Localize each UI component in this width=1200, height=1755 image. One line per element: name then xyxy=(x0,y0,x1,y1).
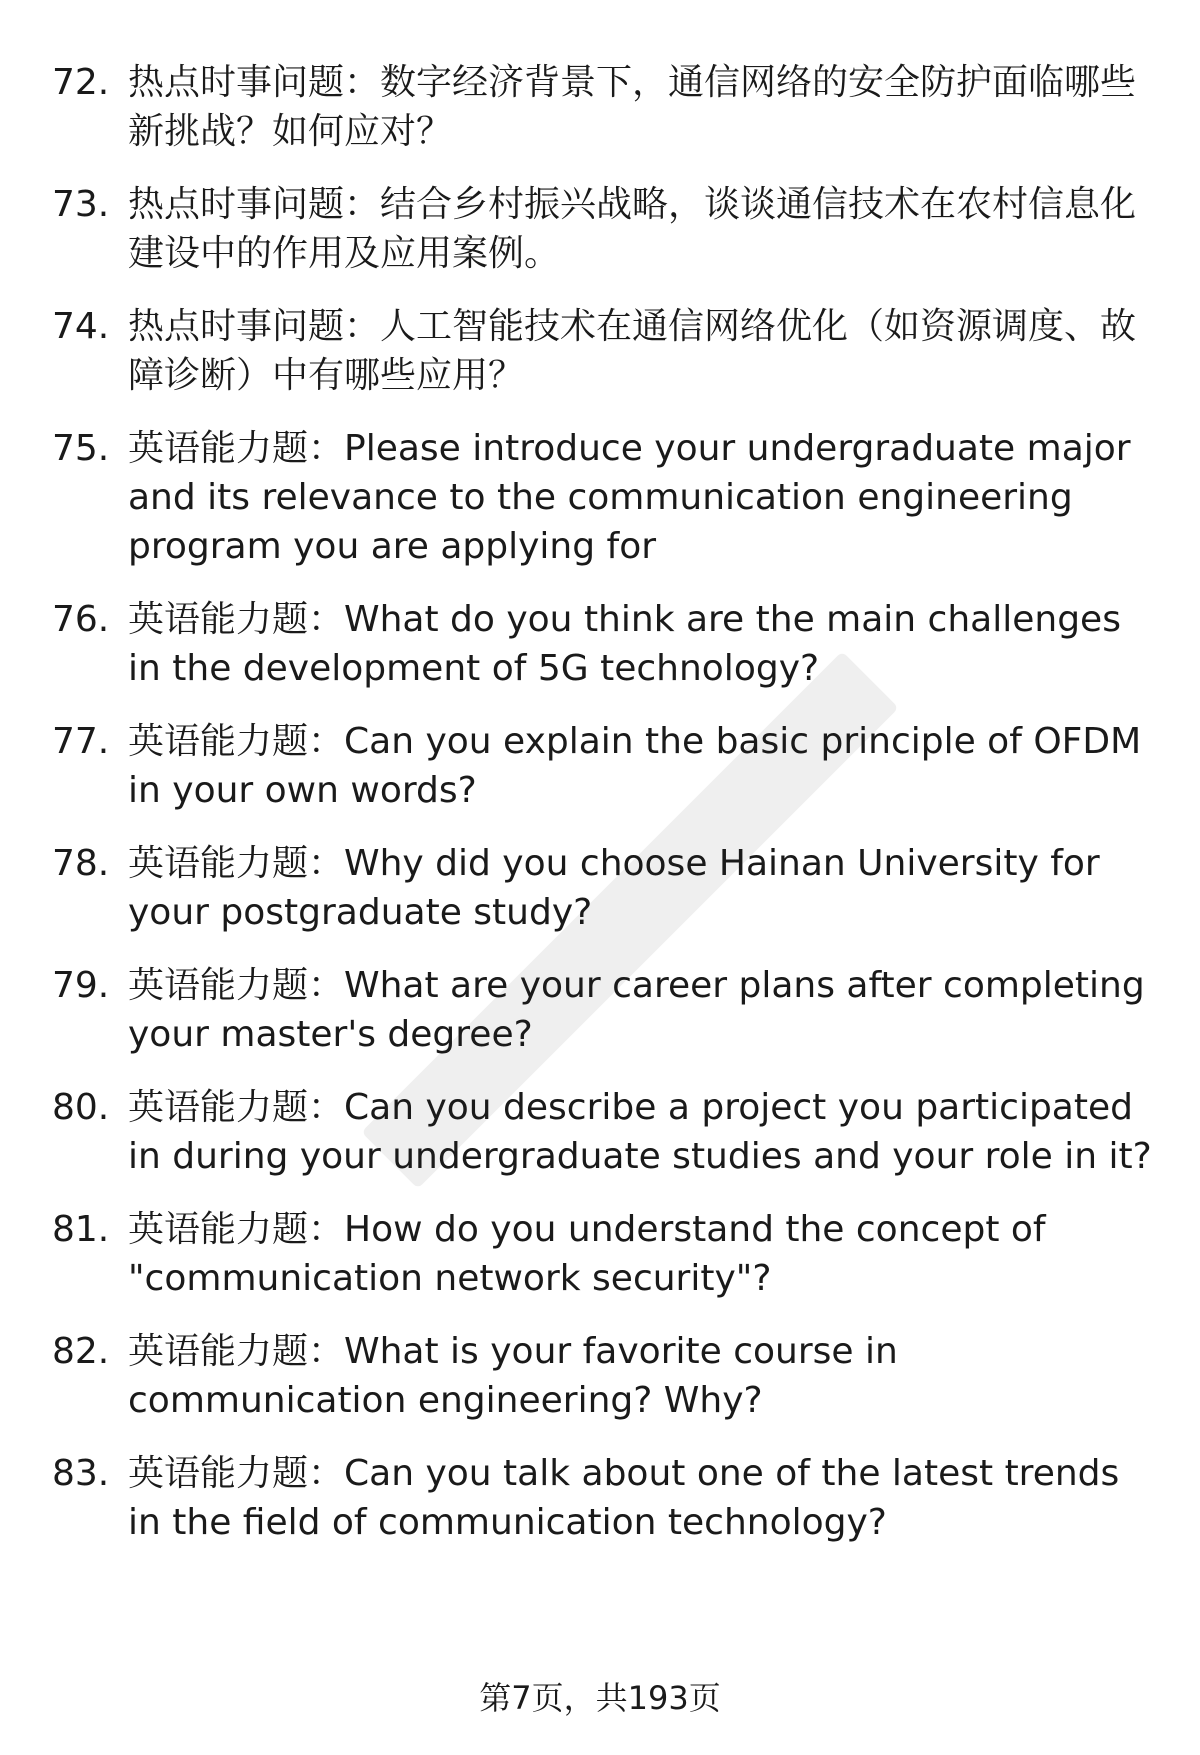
question-number: 79. xyxy=(52,965,110,1006)
question-number: 82. xyxy=(52,1331,110,1372)
list-item xyxy=(52,1449,1162,1547)
list-item xyxy=(52,180,1162,278)
question-number: 80. xyxy=(52,1087,110,1128)
question-number: 72. xyxy=(52,62,110,103)
question-number: 83. xyxy=(52,1453,110,1494)
question-list xyxy=(52,58,1162,1571)
question-number: 81. xyxy=(52,1209,110,1250)
question-text: 英语能力题：What are your career plans after completing your master's degree? xyxy=(128,965,1145,1055)
question-number: 74. xyxy=(52,306,110,347)
question-number: 76. xyxy=(52,599,110,640)
list-item xyxy=(52,839,1162,937)
list-item xyxy=(52,1327,1162,1425)
list-item xyxy=(52,424,1162,571)
list-item xyxy=(52,1205,1162,1303)
question-text: 英语能力题：Please introduce your undergraduate major and its relevance to the communication engineering program you are applying for xyxy=(128,428,1131,567)
list-item xyxy=(52,595,1162,693)
list-item xyxy=(52,302,1162,400)
page-number: 第7页，共193页 xyxy=(479,1679,721,1717)
question-text: 英语能力题：What is your favorite course in communication engineering? Why? xyxy=(128,1331,898,1421)
question-text: 英语能力题：How do you understand the concept of "communication network security"? xyxy=(128,1209,1046,1299)
question-text: 热点时事问题：数字经济背景下，通信网络的安全防护面临哪些新挑战？如何应对？ xyxy=(128,62,1137,152)
question-number: 78. xyxy=(52,843,110,884)
list-item xyxy=(52,961,1162,1059)
question-text: 英语能力题：What do you think are the main challenges in the development of 5G technology? xyxy=(128,599,1121,689)
question-text: 英语能力题：Can you describe a project you participated in during your undergraduate studies and your role in it? xyxy=(128,1087,1152,1177)
list-item xyxy=(52,1083,1162,1181)
question-number: 73. xyxy=(52,184,110,225)
list-item xyxy=(52,717,1162,815)
question-text: 英语能力题：Can you talk about one of the latest trends in the field of communication technology? xyxy=(128,1453,1120,1543)
question-text: 英语能力题：Why did you choose Hainan University for your postgraduate study? xyxy=(128,843,1100,933)
question-number: 75. xyxy=(52,428,110,469)
question-text: 热点时事问题：结合乡村振兴战略，谈谈通信技术在农村信息化建设中的作用及应用案例。 xyxy=(128,184,1137,274)
question-number: 77. xyxy=(52,721,110,762)
list-item xyxy=(52,58,1162,156)
question-text: 英语能力题：Can you explain the basic principle of OFDM in your own words? xyxy=(128,721,1142,811)
question-text: 热点时事问题：人工智能技术在通信网络优化（如资源调度、故障诊断）中有哪些应用？ xyxy=(128,306,1137,396)
